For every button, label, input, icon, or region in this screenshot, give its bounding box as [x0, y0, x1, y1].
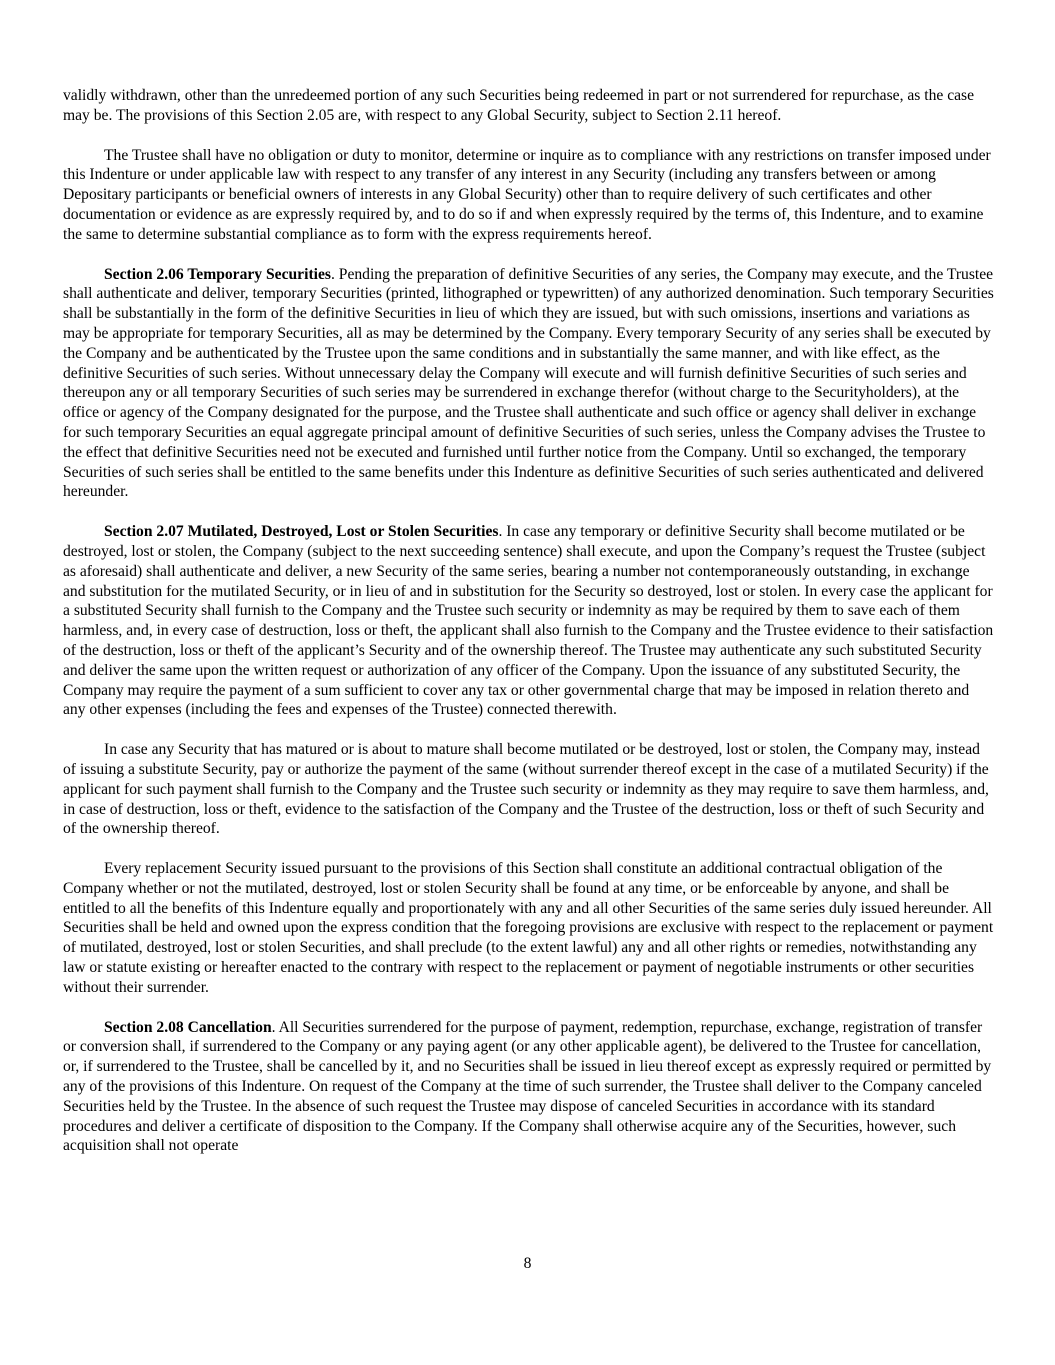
section-heading: Section 2.06 Temporary Securities: [104, 265, 331, 283]
section-2-06-paragraph: [63, 265, 995, 503]
paragraph-matured-security: [63, 740, 995, 839]
paragraph-text: . All Securities surrendered for the purpose of payment, redemption, repurchase, exchange, registration of transfer or conversion shall, if surrendered to the Company or any paying agent (or any other applicable agent), be delivered to the Trustee for cancellation, or, if surrendered to the Trustee, shall be cancelled by it, and no Securities shall be issued in lieu thereof except as expressly required or permitted by any of the provisions of this Indenture. On request of the Company at the time of such surrender, the Trustee shall deliver to the Company canceled Securities held by the Trustee. In the absence of such request the Trustee may dispose of canceled Securities in accordance with its standard procedures and deliver a certificate of disposition to the Company. If the Company shall otherwise acquire any of the Securities, however, such acquisition shall not operate: [63, 1018, 992, 1155]
paragraph-continuation: [63, 86, 995, 126]
section-2-08-paragraph: [63, 1018, 995, 1157]
paragraph-trustee-obligation: [63, 146, 995, 245]
paragraph-text: validly withdrawn, other than the unredeemed portion of any such Securities being redeemed in part or not surrendered for repurchase, as the case may be. The provisions of this Section 2.05 are, with respect to any Global Security, subject to Section 2.11 hereof.: [63, 87, 975, 124]
paragraph-text: . In case any temporary or definitive Security shall become mutilated or be destroyed, lost or stolen, the Company (subject to the next succeeding sentence) shall execute, and upon the Company’s request the Trustee (subject as aforesaid) shall authenticate and deliver, a new Security of the same series, bearing a number not contemporaneously outstanding, in exchange and substitution for the mutilated Security, or in lieu of and in substitution for the Security so destroyed, lost or stolen. In every case the applicant for a substituted Security shall furnish to the Company and the Trustee such security or indemnity as may be required by them to save each of them harmless, and, in every case of destruction, loss or theft, the applicant shall also furnish to the Company and the Trustee evidence to their satisfaction of the destruction, loss or theft of the applicant’s Security and of the ownership thereof. The Trustee may authenticate any such substituted Security and deliver the same upon the written request or authorization of any officer of the Company. Upon the issuance of any substituted Security, the Company may require the payment of a sum sufficient to cover any tax or other governmental charge that may be imposed in relation thereto and any other expenses (including the fees and expenses of the Trustee) connected therewith.: [63, 523, 994, 719]
paragraph-text: Every replacement Security issued pursuant to the provisions of this Section shall constitute an additional contractual obligation of the Company whether or not the mutilated, destroyed, lost or stolen Security shall be found at any time, or be enforceable by anyone, and shall be entitled to all the benefits of this Indenture equally and proportionately with any and all other Securities of the same series duly issued hereunder. All Securities shall be held and owned upon the express condition that the foregoing provisions are exclusive with respect to the replacement or payment of mutilated, destroyed, lost or stolen Securities, and shall preclude (to the extent lawful) any and all other rights or remedies, notwithstanding any law or statute existing or hereafter enacted to the contrary with respect to the replacement or payment of negotiable instruments or other securities without their surrender.: [63, 860, 994, 996]
document-body: [63, 86, 995, 1176]
paragraph-text: The Trustee shall have no obligation or duty to monitor, determine or inquire as to compliance with any restrictions on transfer imposed under this Indenture or under applicable law with respect to any transfer of any interest in any Security (including any transfers between or among Depositary participants or beneficial owners of interests in any Global Security) other than to require delivery of such certificates and other documentation or evidence as are expressly required by, and to do so if and when expressly required by the terms of, this Indenture, and to examine the same to determine substantial compliance as to form with the express requirements hereof.: [63, 146, 991, 243]
section-heading: Section 2.07 Mutilated, Destroyed, Lost or Stolen Securities: [104, 523, 499, 541]
paragraph-text: In case any Security that has matured or is about to mature shall become mutilated or be destroyed, lost or stolen, the Company may, instead of issuing a substitute Security, pay or authorize the payment of the same (without surrender thereof except in the case of a mutilated Security) if the applicant for such payment shall furnish to the Company and the Trustee such security or indemnity as they may require to save them harmless, and, in case of destruction, loss or theft, evidence to the satisfaction of the Company and the Trustee of the destruction, loss or theft of such Security and of the ownership thereof.: [63, 741, 989, 838]
section-heading: Section 2.08 Cancellation: [104, 1018, 272, 1036]
section-2-07-paragraph: [63, 522, 995, 720]
paragraph-replacement-security: [63, 859, 995, 998]
paragraph-text: . Pending the preparation of definitive Securities of any series, the Company may execute, and the Trustee shall authenticate and deliver, temporary Securities (printed, lithographed or typewritten) of any authorized denomination. Such temporary Securities shall be substantially in the form of the definitive Securities in lieu of which they are issued, but with such omissions, insertions and variations as may be appropriate for temporary Securities, all as may be determined by the Company. Every temporary Security of any series shall be executed by the Company and be authenticated by the Trustee upon the same conditions and in substantially the same manner, and with like effect, as the definitive Securities of such series. Without unnecessary delay the Company will execute and will furnish definitive Securities of such series and thereupon any or all temporary Securities of such series may be surrendered in exchange therefor (without charge to the Securityholders), at the office or agency of the Company designated for the purpose, and the Trustee shall authenticate and such office or agency shall deliver in exchange for such temporary Securities an equal aggregate principal amount of definitive Securities of such series, unless the Company advises the Trustee to the effect that definitive Securities need not be executed and furnished until further notice from the Company. Until so exchanged, the temporary Securities of such series shall be entitled to the same benefits under this Indenture as definitive Securities of such series authenticated and delivered hereunder.: [63, 265, 994, 501]
page-number: 8: [523, 1255, 532, 1272]
